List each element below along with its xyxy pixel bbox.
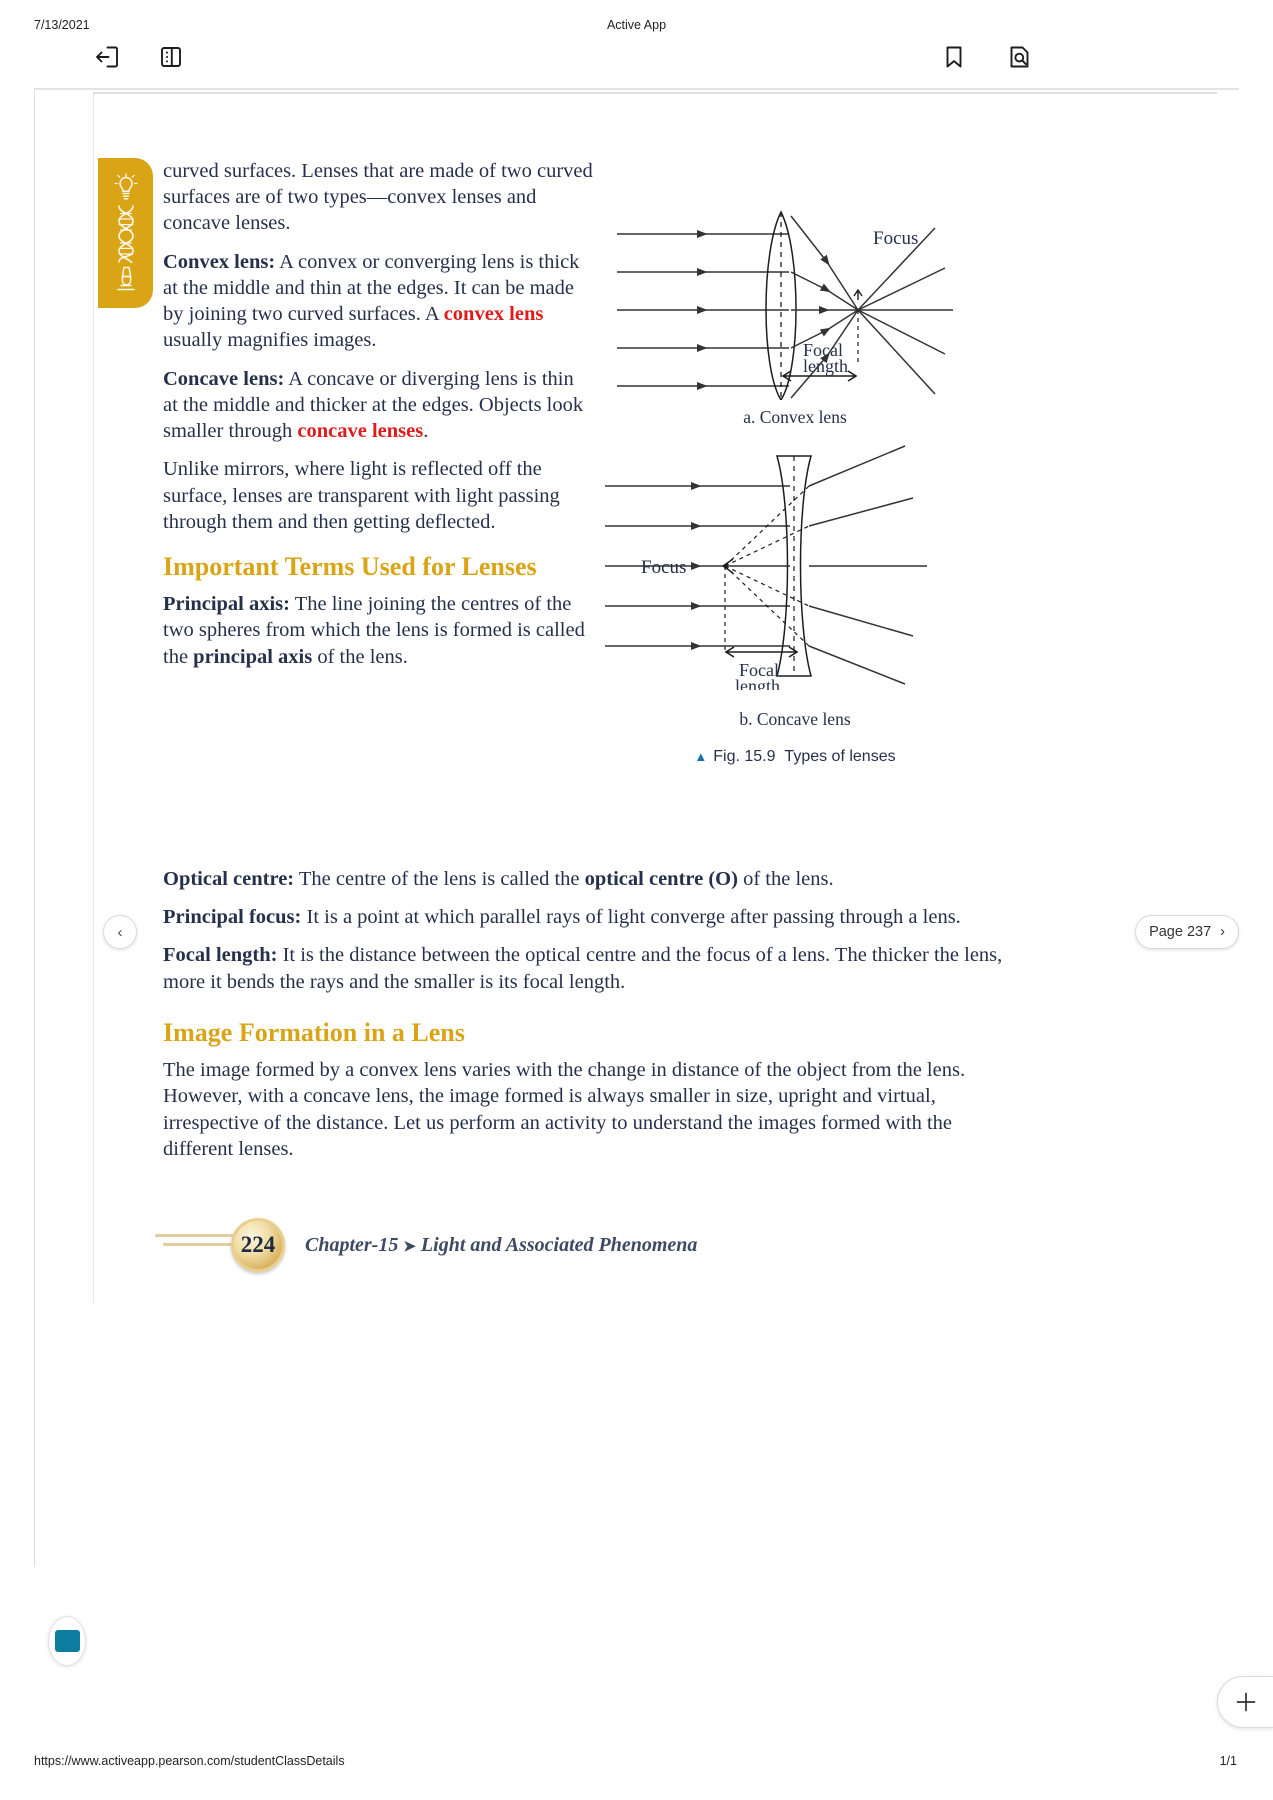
paragraph-focal-length: Focal length: It is the distance between the optical centre and the focus of a lens. The thicker the lens, more it bends the rays and the smaller is its focal length. [163, 944, 1003, 993]
figure-concave-lens [605, 440, 985, 730]
convex-focus-label: Focus [873, 228, 919, 249]
caption-concave-lens: b. Concave lens [739, 709, 851, 729]
paragraph-concave-lens: Concave lens: A concave or diverging lens is thin at the middle and thicker at the edges. Objects look smaller through concave lenses. [163, 367, 584, 443]
convex-focal-label-2: length [803, 356, 848, 376]
convex-focal-label-1: Focal [803, 340, 843, 360]
book-page [93, 96, 1217, 1306]
next-page-label: Page 237 [1149, 924, 1212, 940]
find-in-page-icon[interactable] [1005, 42, 1035, 72]
heading-important-terms: Important Terms Used for Lenses [163, 552, 537, 582]
term-principal-focus: Principal focus: [163, 906, 302, 929]
lightbulb-icon [113, 173, 139, 203]
microscope-icon [114, 265, 138, 293]
print-page-counter: 1/1 [1219, 1754, 1237, 1768]
term-concave-lens: Concave lens: [163, 367, 285, 390]
sheet-top-rule [93, 92, 1217, 94]
paragraph-unlike-mirrors: Unlike mirrors, where light is reflected off the surface, lenses are transparent with light passing through them and then getting deflected. [163, 458, 560, 533]
term-focal-length: Focal length: [163, 944, 278, 967]
term-optical-centre: Optical centre: [163, 868, 295, 890]
figure-convex-lens [605, 204, 985, 428]
heading-image-formation: Image Formation in a Lens [163, 1017, 465, 1047]
toolbar-right-group [939, 42, 1035, 72]
chapter-arrow-icon: ➤ [403, 1239, 416, 1255]
term-principal-axis: Principal axis: [163, 593, 290, 616]
caption-convex-lens: a. Convex lens [743, 407, 847, 427]
paragraph-convex-lens: Convex lens: A convex or converging lens is thick at the middle and thin at the edges. It can be made by joining two curved surfaces. A convex lens usually magnifies images. [163, 250, 580, 352]
note-square-icon [55, 1630, 80, 1652]
note-tool-button[interactable] [48, 1616, 86, 1666]
book-page-footer [133, 1218, 773, 1274]
page-number-badge: 224 [231, 1218, 285, 1272]
next-page-chevron-icon: › [1220, 924, 1225, 940]
dna-icon [111, 205, 141, 263]
figure-note-triangle-icon: ▲ [694, 749, 708, 764]
concave-focal-label-2: length [735, 676, 780, 690]
zoom-in-button[interactable] [1217, 1676, 1273, 1728]
toolbar-left-group [92, 42, 186, 72]
figures-column [605, 204, 985, 766]
page-number-streak [155, 1234, 243, 1256]
app-toolbar [34, 42, 1239, 86]
plus-icon [1233, 1689, 1259, 1715]
chapter-label: Chapter-15 [305, 1234, 399, 1256]
chapter-title: Light and Associated Phenomena [420, 1234, 698, 1256]
paragraph-intro: curved surfaces. Lenses that are made of two curved surfaces are of two types—convex lenses and concave lenses. [163, 160, 593, 235]
print-source-url: https://www.activeapp.pearson.com/studentClassDetails [34, 1754, 345, 1768]
figure-note [605, 748, 985, 766]
term-convex-lens: Convex lens: [163, 250, 276, 273]
print-footer [0, 1754, 1273, 1770]
paragraph-image-formation: The image formed by a convex lens varies with the change in distance of the object from the lens. However, with a concave lens, the image formed is always smaller in size, upright and virtual, irrespective of the distance. Let us perform an activity to understand the images formed with the different lenses. [163, 1059, 966, 1160]
previous-page-chevron-icon: ‹ [117, 923, 123, 941]
highlight-convex-lens: convex lens [443, 303, 544, 326]
figure-note-text: Types of lenses [784, 748, 896, 765]
next-page-button[interactable] [1135, 915, 1239, 949]
paragraph-principal-axis: Principal axis: The line joining the centres of the two spheres from which the lens is formed is called the principal axis of the lens. [163, 593, 585, 668]
panel-toggle-icon[interactable] [156, 42, 186, 72]
subject-tab [98, 158, 153, 308]
exit-icon[interactable] [92, 42, 122, 72]
highlight-concave-lenses: concave lenses [297, 420, 424, 443]
full-width-text-column [163, 866, 1008, 1174]
paragraph-optical-centre: Optical centre: The centre of the lens is called the optical centre (O) of the lens. [163, 868, 834, 890]
previous-page-button[interactable] [103, 915, 137, 949]
print-header [0, 18, 1273, 38]
print-document-title: Active App [606, 18, 667, 32]
left-text-column [163, 158, 593, 682]
figure-number: Fig. 15.9 [713, 748, 776, 765]
paragraph-principal-focus: Principal focus: It is a point at which parallel rays of light converge after passing through a lens. [163, 906, 961, 929]
bookmark-icon[interactable] [939, 42, 969, 72]
concave-focal-label-1: Focal [739, 660, 779, 680]
print-date: 7/13/2021 [34, 18, 90, 32]
chapter-footer-line [305, 1234, 697, 1257]
concave-focus-label: Focus [641, 557, 687, 578]
